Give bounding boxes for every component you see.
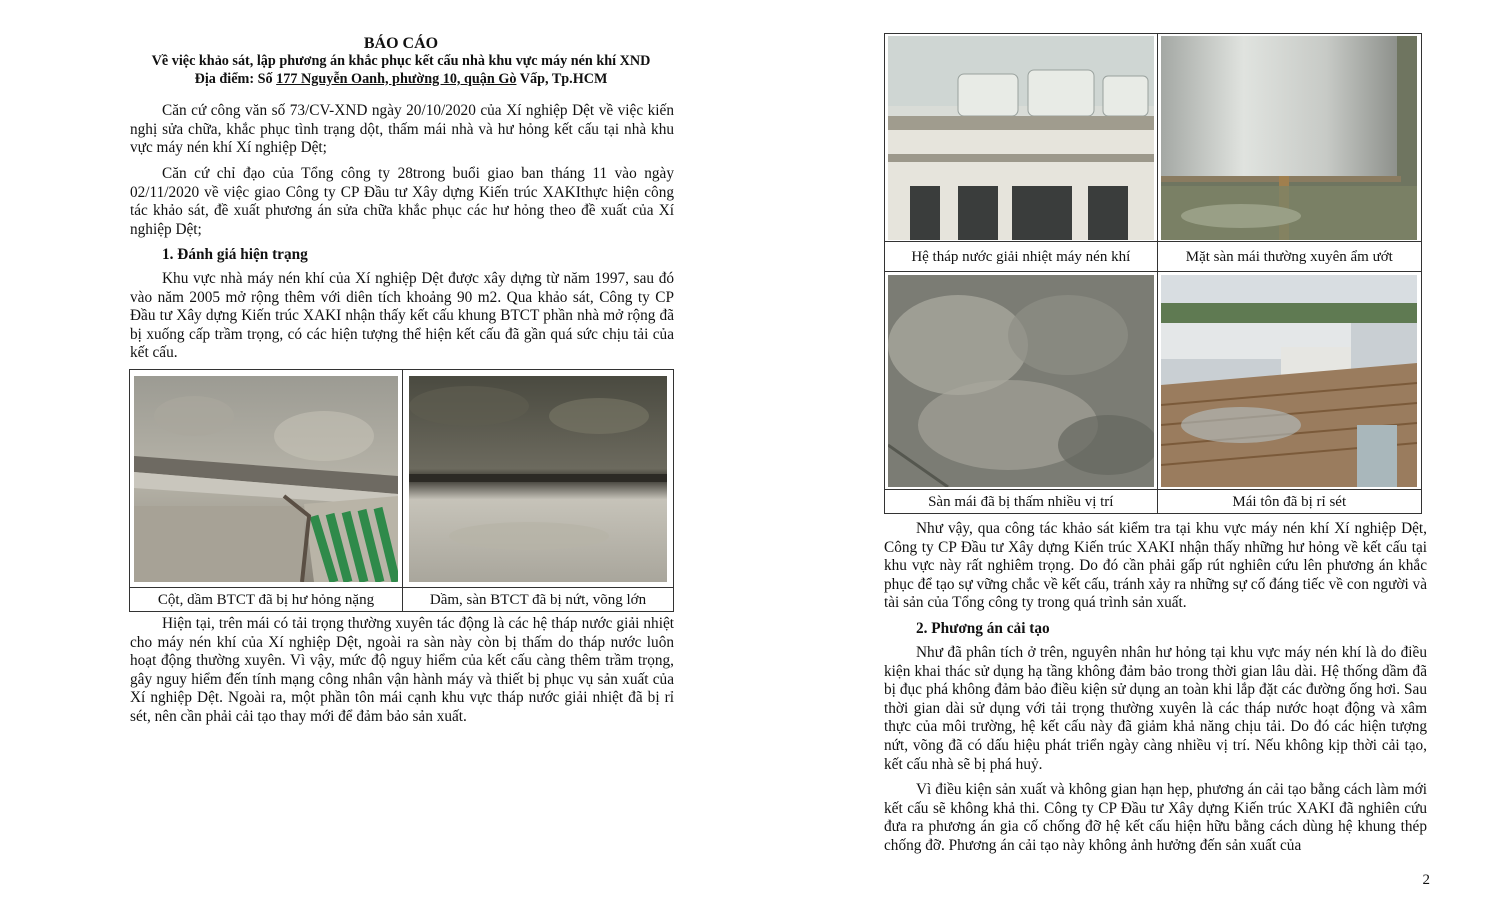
photo-rusty-roof xyxy=(1161,275,1417,487)
section-heading-2: 2. Phương án cải tạo xyxy=(916,620,1050,637)
right-page xyxy=(750,0,1500,900)
caption-slab-crack: Dầm, sàn BTCT đã bị nứt, võng lớn xyxy=(403,588,674,612)
left-paragraph-2: Căn cứ chỉ đạo của Tổng công ty 28trong buổi giao ban tháng 11 vào ngày 02/11/2020 về việc giao Công ty CP Đầu tư Xây dựng Kiến trúc XAKIthực hiện công tác khảo sát, đề xuất phương án sửa chữa khắc phục các hư hỏng theo đề xuất của Xí nghiệp Dệt; xyxy=(130,165,674,238)
photo-column-beam-damage xyxy=(134,376,398,582)
photo-slab-crack xyxy=(409,376,667,582)
right-paragraph-3: Vì điều kiện sản xuất và không gian hạn hẹp, phương án cải tạo bằng cách làm mới kết cấu sẽ không khả thi. Công ty CP Đầu tư Xây dựng Kiến trúc XAKI đã nghiên cứu đưa ra phương án gia cố chống đỡ hệ kết cấu hiện hữu bằng cách dùng hệ khung thép chống đỡ. Phương án cải tạo này không ảnh hưởng đến sản xuất của xyxy=(884,781,1427,854)
left-photo-table xyxy=(129,369,674,612)
left-paragraph-1: Căn cứ công văn số 73/CV-XND ngày 20/10/2020 của Xí nghiệp Dệt về việc kiến nghị sửa chữa, khắc phục tình trạng dột, thấm mái nhà và hư hỏng kết cấu tại nhà khu vực máy nén khí Xí nghiệp Dệt; xyxy=(130,102,674,157)
caption-cooling-towers: Hệ tháp nước giải nhiệt máy nén khí xyxy=(885,242,1158,272)
right-photo-table xyxy=(884,33,1422,514)
caption-wet-roof-floor: Mặt sàn mái thường xuyên ẩm ướt xyxy=(1157,242,1421,272)
photo-cell-6 xyxy=(1157,272,1421,490)
right-paragraph-2: Như đã phân tích ở trên, nguyên nhân hư hỏng tại khu vực máy nén khí là do điều kiện khai thác sử dụng hạ tầng không đảm bảo trong thời gian lâu dài. Hệ thống dầm đã bị đục phá không đảm bảo điều kiện sử dụng an toàn khi lắp đặt các đường ống hơi. Sau thời gian dài sử dụng với tải trọng thường xuyên là các tháp nước hoạt động và xâm thực của môi trường, hệ kết cấu này đã giảm khả năng chịu tải. Do đó các hiện tượng nứt, võng đã có dấu hiệu phát triển ngày càng nhiều vị trí. Nếu không kịp thời cải tạo, kết cấu nhà sẽ bị phá huỷ. xyxy=(884,644,1427,773)
caption-rusty-roof: Mái tôn đã bị rỉ sét xyxy=(1157,490,1421,514)
address-prefix: Địa điểm: Số xyxy=(194,70,277,87)
address-suffix: Vấp, Tp.HCM xyxy=(516,70,608,87)
left-paragraph-4: Hiện tại, trên mái có tải trọng thường xuyên tác động là các hệ tháp nước giải nhiệt cho máy nén khí của Xí nghiệp Dệt, ngoài ra sàn này còn bị thấm do tháp nước luôn hoạt động thường xuyên. Vì vậy, mức độ nguy hiểm của kết cấu càng thêm trầm trọng, gây nguy hiểm đến tính mạng công nhân vận hành máy và thiết bị phục vụ sản xuất của Xí nghiệp Dệt. Ngoài ra, một phần tôn mái cạnh khu vực tháp nước giải nhiệt đã bị rỉ sét, nên cần phải cải tạo thay mới để đảm bảo sản xuất. xyxy=(130,615,674,725)
caption-column-beam: Cột, dầm BTCT đã bị hư hỏng nặng xyxy=(130,588,403,612)
photo-cell-5 xyxy=(885,272,1158,490)
photo-wet-roof-floor xyxy=(1161,36,1417,240)
page-number: 2 xyxy=(1422,872,1430,888)
photo-cell-1 xyxy=(130,370,403,588)
address-underlined: 177 Nguyễn Oanh, phường 10, quận Gò xyxy=(276,70,517,87)
section-heading-1: 1. Đánh giá hiện trạng xyxy=(162,246,308,263)
left-paragraph-3: Khu vực nhà máy nén khí của Xí nghiệp Dệt được xây dựng từ năm 1997, sau đó vào năm 2005 mở rộng thêm với diên tích khoảng 90 m2. Qua khảo sát, Công ty CP Đầu tư Xây dựng Kiến trúc XAKI nhận thấy kết cấu khung BTCT phần nhà mở rộng đã bị xuống cấp trầm trọng, có các hiện tượng thể hiện kết cấu đã gần quá sức chịu tải của kết cấu. xyxy=(130,270,674,362)
right-paragraph-1: Như vậy, qua công tác khảo sát kiểm tra tại khu vực máy nén khí Xí nghiệp Dệt, Công ty CP Đầu tư Xây dựng Kiến trúc XAKI nhận thấy những hư hỏng về kết cấu tại khu vực này rất nghiêm trọng. Do đó cần phải gấp rút nghiên cứu lên phương án khắc phục để tạo sự vững chắc về kết cấu, tránh xảy ra những sự cố đáng tiếc về con người và tài sản của Tổng công ty trong quá trình sản xuất. xyxy=(884,520,1427,612)
report-subtitle: Về việc khảo sát, lập phương án khắc phục kết cấu nhà khu vực máy nén khí XND xyxy=(151,53,651,69)
report-address xyxy=(130,71,672,89)
photo-slab-leakage xyxy=(888,275,1154,487)
report-title: BÁO CÁO xyxy=(363,35,439,52)
caption-slab-leakage: Sàn mái đã bị thấm nhiều vị trí xyxy=(885,490,1158,514)
photo-cell-2 xyxy=(403,370,674,588)
photo-cooling-towers xyxy=(888,36,1154,240)
photo-cell-3 xyxy=(885,34,1158,242)
photo-cell-4 xyxy=(1157,34,1421,242)
report-title-block xyxy=(130,34,672,88)
